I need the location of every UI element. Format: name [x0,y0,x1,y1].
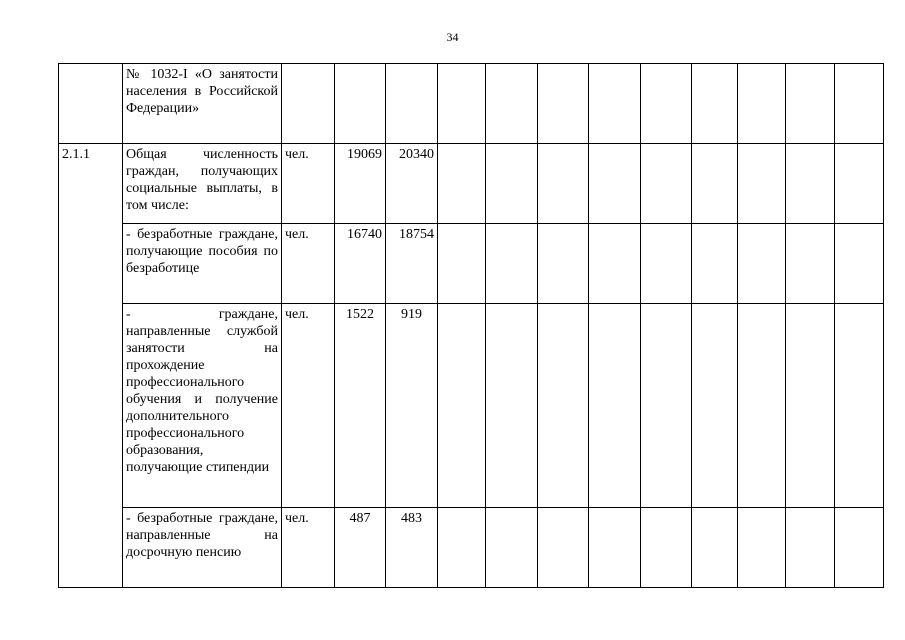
empty-cell [641,144,692,224]
empty-cell [738,224,786,304]
empty-cell [835,64,884,144]
empty-cell [641,304,692,508]
empty-cell [786,144,835,224]
empty-cell [738,304,786,508]
empty-cell [589,224,641,304]
description-cell: Общая численность граждан, получающих социальные выплаты, в том числе: [123,144,282,224]
empty-cell [835,508,884,588]
empty-cell [641,64,692,144]
code-cell [59,64,123,144]
empty-cell [538,144,589,224]
description-cell: - безработные граждане, направленные на досрочную пенсию [123,508,282,588]
value-cell: 487 [335,508,386,588]
empty-cell [835,144,884,224]
empty-cell [738,144,786,224]
page-number: 34 [446,30,459,44]
unit-cell: чел. [282,144,335,224]
empty-cell [538,304,589,508]
value-cell [335,64,386,144]
empty-cell [786,304,835,508]
empty-cell [786,224,835,304]
empty-cell [486,144,538,224]
empty-cell [738,508,786,588]
table-row [59,508,884,588]
empty-cell [486,304,538,508]
empty-cell [589,64,641,144]
description-cell: № 1032-I «О занятости населения в Российской Федерации» [123,64,282,144]
empty-cell [589,144,641,224]
value-cell: 18754 [386,224,438,304]
empty-cell [641,508,692,588]
empty-cell [692,64,738,144]
empty-cell [486,508,538,588]
unit-cell: чел. [282,304,335,508]
empty-cell [486,64,538,144]
value-cell: 483 [386,508,438,588]
table-row [59,144,884,224]
empty-cell [692,144,738,224]
empty-cell [438,144,486,224]
indicators-table [58,63,884,588]
unit-cell: чел. [282,224,335,304]
value-cell: 16740 [335,224,386,304]
section-code-cell: 2.1.1 [59,144,123,588]
table-row [59,64,884,144]
description-cell: - граждане, направленные службой занятости на прохождение профессионального обучения и получение дополнительного профессионального образования, получающие стипендии [123,304,282,508]
description-cell: - безработные граждане, получающие пособия по безработице [123,224,282,304]
empty-cell [538,64,589,144]
table-row [59,304,884,508]
empty-cell [835,304,884,508]
empty-cell [589,304,641,508]
value-cell: 20340 [386,144,438,224]
table-row [59,224,884,304]
empty-cell [738,64,786,144]
empty-cell [786,508,835,588]
empty-cell [692,224,738,304]
empty-cell [486,224,538,304]
empty-cell [438,64,486,144]
empty-cell [438,224,486,304]
empty-cell [786,64,835,144]
empty-cell [641,224,692,304]
empty-cell [438,508,486,588]
unit-cell: чел. [282,508,335,588]
empty-cell [438,304,486,508]
empty-cell [538,224,589,304]
unit-cell [282,64,335,144]
empty-cell [835,224,884,304]
value-cell: 1522 [335,304,386,508]
empty-cell [692,508,738,588]
value-cell: 19069 [335,144,386,224]
value-cell: 919 [386,304,438,508]
empty-cell [538,508,589,588]
empty-cell [589,508,641,588]
value-cell [386,64,438,144]
empty-cell [692,304,738,508]
